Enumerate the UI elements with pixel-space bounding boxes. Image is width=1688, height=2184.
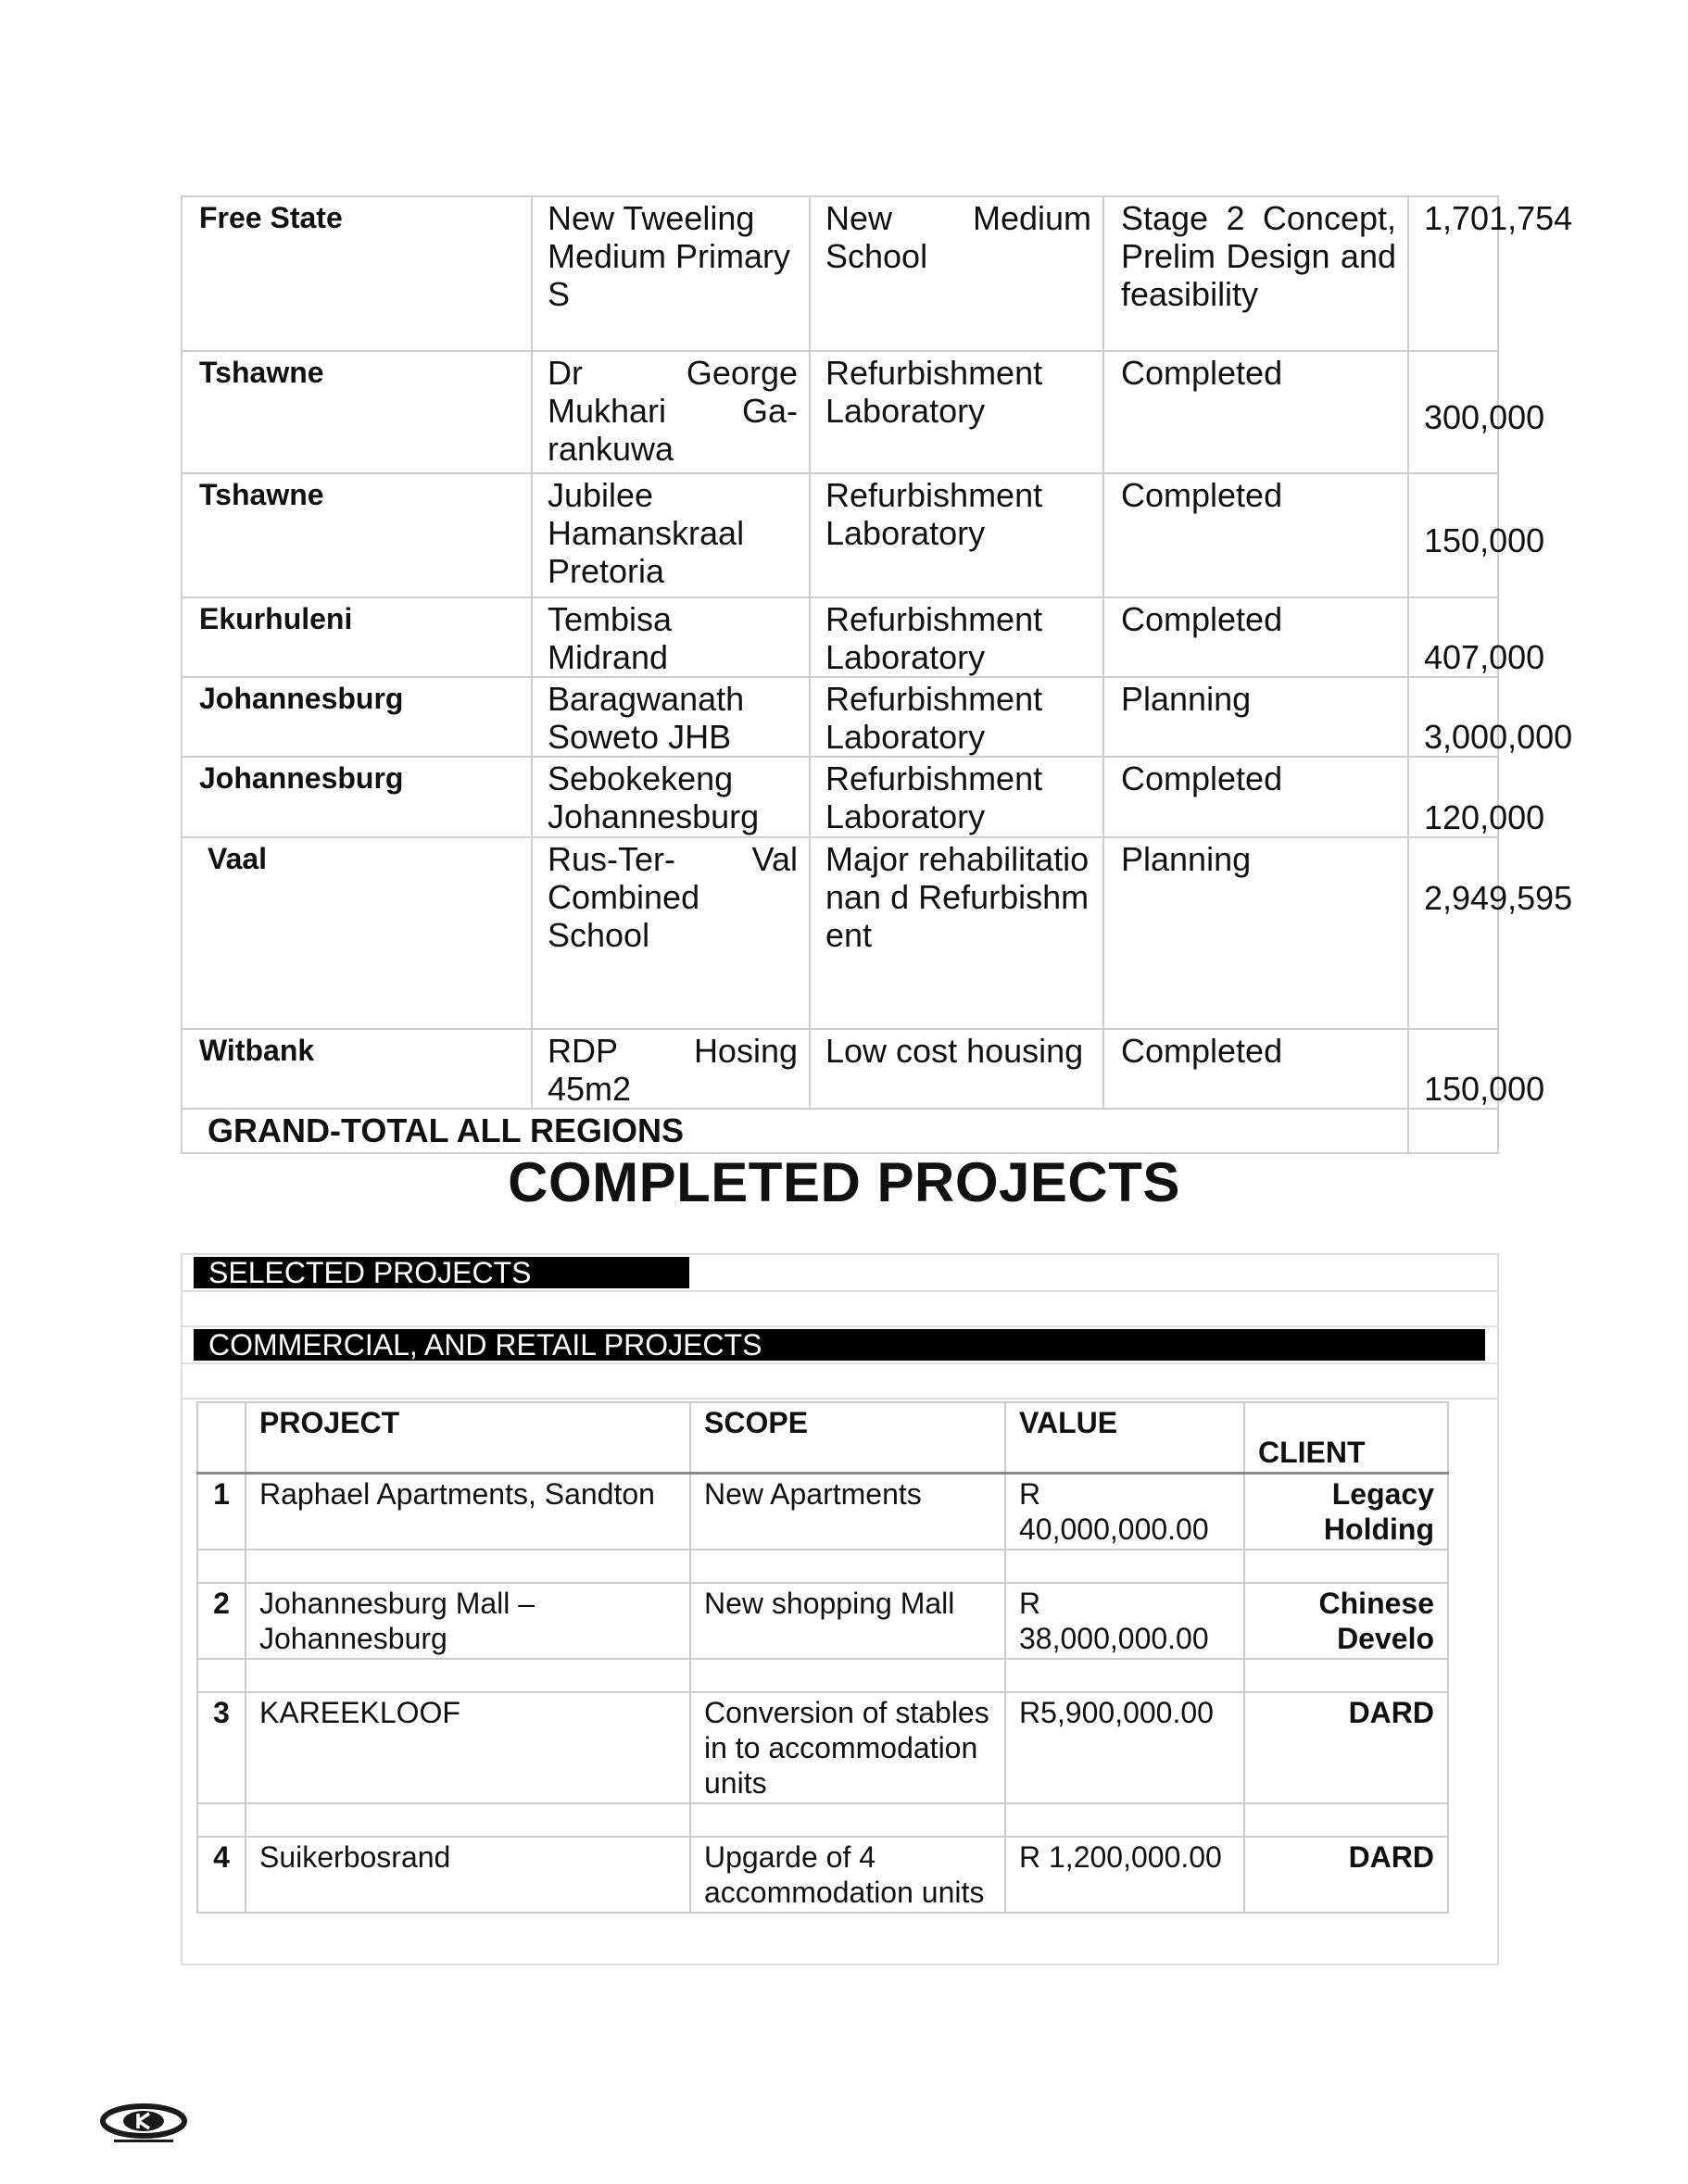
table-row xyxy=(182,837,1498,1029)
project-client: DARD xyxy=(1244,1837,1448,1913)
project-cell: Tembisa Midrand xyxy=(532,597,810,677)
table-row xyxy=(182,473,1498,597)
value-cell: 150,000 xyxy=(1408,1029,1498,1109)
spacer-row xyxy=(197,1550,1448,1583)
project-cell: Sebokekeng Johannesburg xyxy=(532,757,810,837)
table-row xyxy=(197,1583,1448,1659)
scope-cell: Refurbishment Laboratory xyxy=(810,473,1103,597)
project-header: PROJECT xyxy=(246,1402,690,1473)
spacer-cell xyxy=(1005,1803,1244,1837)
scope-cell: Refurbishment Laboratory xyxy=(810,597,1103,677)
blank-row xyxy=(183,1290,1497,1327)
project-client: Legacy Holding xyxy=(1244,1473,1448,1550)
grand-total-label: GRAND-TOTAL ALL REGIONS xyxy=(182,1109,1408,1153)
value-cell: 300,000 xyxy=(1408,351,1498,473)
spacer-cell xyxy=(690,1659,1005,1692)
row-number: 4 xyxy=(197,1837,246,1913)
scope-cell: Refurbishment Laboratory xyxy=(810,757,1103,837)
status-cell: Completed xyxy=(1103,351,1408,473)
spacer-cell xyxy=(690,1550,1005,1583)
table-row xyxy=(182,1029,1498,1109)
project-client: Chinese Develo xyxy=(1244,1583,1448,1659)
region-cell: Vaal xyxy=(182,837,532,1029)
scope-cell: Major rehabilitationan d Refurbishment xyxy=(810,837,1103,1029)
grand-total-row xyxy=(182,1109,1498,1153)
number-header xyxy=(197,1402,246,1473)
project-name: KAREEKLOOF xyxy=(246,1692,690,1803)
status-cell: Completed xyxy=(1103,757,1408,837)
logo-tagline-mark xyxy=(114,2140,173,2142)
spacer-cell xyxy=(1244,1803,1448,1837)
row-number: 2 xyxy=(197,1583,246,1659)
table-row xyxy=(182,351,1498,473)
project-scope: New shopping Mall xyxy=(690,1583,1005,1659)
blank-row xyxy=(183,1362,1497,1400)
project-scope: Conversion of stables in to accommodation units xyxy=(690,1692,1005,1803)
project-cell: RDP Hosing 45m2 xyxy=(532,1029,810,1109)
project-value: R5,900,000.00 xyxy=(1005,1692,1244,1803)
client-header: CLIENT xyxy=(1244,1402,1448,1473)
spacer-cell xyxy=(197,1659,246,1692)
region-cell: Tshawne xyxy=(182,473,532,597)
table-row xyxy=(182,757,1498,837)
status-cell: Completed xyxy=(1103,1029,1408,1109)
project-name: Johannesburg Mall – Johannesburg xyxy=(246,1583,690,1659)
value-cell: 407,000 xyxy=(1408,597,1498,677)
row-number: 1 xyxy=(197,1473,246,1550)
table-row xyxy=(197,1837,1448,1913)
spacer-row xyxy=(197,1803,1448,1837)
region-cell: Witbank xyxy=(182,1029,532,1109)
row-number: 3 xyxy=(197,1692,246,1803)
project-scope: New Apartments xyxy=(690,1473,1005,1550)
spacer-row xyxy=(197,1659,1448,1692)
spacer-cell xyxy=(1005,1659,1244,1692)
region-cell: Ekurhuleni xyxy=(182,597,532,677)
logo-core xyxy=(123,2111,164,2131)
scope-cell: Refurbishment Laboratory xyxy=(810,677,1103,757)
spacer-cell xyxy=(690,1803,1005,1837)
project-value: R 1,200,000.00 xyxy=(1005,1837,1244,1913)
selected-projects-label: SELECTED PROJECTS xyxy=(194,1257,689,1288)
table-row xyxy=(197,1473,1448,1550)
category-label: COMMERCIAL, AND RETAIL PROJECTS xyxy=(194,1329,1485,1361)
project-value: R 40,000,000.00 xyxy=(1005,1473,1244,1550)
page-title: COMPLETED PROJECTS xyxy=(508,1151,1180,1213)
project-client: DARD xyxy=(1244,1692,1448,1803)
company-logo xyxy=(97,2102,190,2149)
table-row xyxy=(182,677,1498,757)
spacer-cell xyxy=(1005,1550,1244,1583)
spacer-cell xyxy=(197,1550,246,1583)
status-cell: Stage 2 Concept, Prelim Design and feasibility xyxy=(1103,196,1408,351)
project-cell: Rus-Ter- Val Combined School xyxy=(532,837,810,1029)
region-cell: Tshawne xyxy=(182,351,532,473)
table-row xyxy=(197,1692,1448,1803)
spacer-cell xyxy=(246,1550,690,1583)
value-cell: 150,000 xyxy=(1408,473,1498,597)
value-cell: 1,701,754 xyxy=(1408,196,1498,351)
value-cell: 2,949,595 xyxy=(1408,837,1498,1029)
project-cell: New Tweeling Medium Primary S xyxy=(532,196,810,351)
category-row xyxy=(183,1325,1497,1364)
project-cell: Baragwanath Soweto JHB xyxy=(532,677,810,757)
scope-cell: Low cost housing xyxy=(810,1029,1103,1109)
scope-cell: Refurbishment Laboratory xyxy=(810,351,1103,473)
value-cell: 120,000 xyxy=(1408,757,1498,837)
table-row xyxy=(182,597,1498,677)
completed-projects-section xyxy=(181,1253,1499,1965)
status-cell: Completed xyxy=(1103,597,1408,677)
value-cell: 3,000,000 xyxy=(1408,677,1498,757)
status-cell: Planning xyxy=(1103,837,1408,1029)
region-cell: Free State xyxy=(182,196,532,351)
project-cell: Jubilee Hamanskraal Pretoria xyxy=(532,473,810,597)
project-cell: Dr George Mukhari Ga-rankuwa xyxy=(532,351,810,473)
scope-cell: New Medium School xyxy=(810,196,1103,351)
table-row xyxy=(182,196,1498,351)
spacer-cell xyxy=(197,1803,246,1837)
project-name: Raphael Apartments, Sandton xyxy=(246,1473,690,1550)
status-cell: Completed xyxy=(1103,473,1408,597)
scope-header: SCOPE xyxy=(690,1402,1005,1473)
status-cell: Planning xyxy=(1103,677,1408,757)
project-scope: Upgarde of 4 accommodation units xyxy=(690,1837,1005,1913)
project-name: Suikerbosrand xyxy=(246,1837,690,1913)
table-header-row xyxy=(197,1402,1448,1473)
spacer-cell xyxy=(246,1803,690,1837)
spacer-cell xyxy=(246,1659,690,1692)
spacer-cell xyxy=(1244,1550,1448,1583)
spacer-cell xyxy=(1244,1659,1448,1692)
value-header: VALUE xyxy=(1005,1402,1244,1473)
region-cell: Johannesburg xyxy=(182,677,532,757)
regions-table xyxy=(181,195,1573,1154)
project-value: R 38,000,000.00 xyxy=(1005,1583,1244,1659)
region-cell: Johannesburg xyxy=(182,757,532,837)
grand-total-value xyxy=(1408,1109,1498,1153)
selected-projects-row xyxy=(183,1255,1497,1292)
projects-table xyxy=(196,1401,1449,1914)
